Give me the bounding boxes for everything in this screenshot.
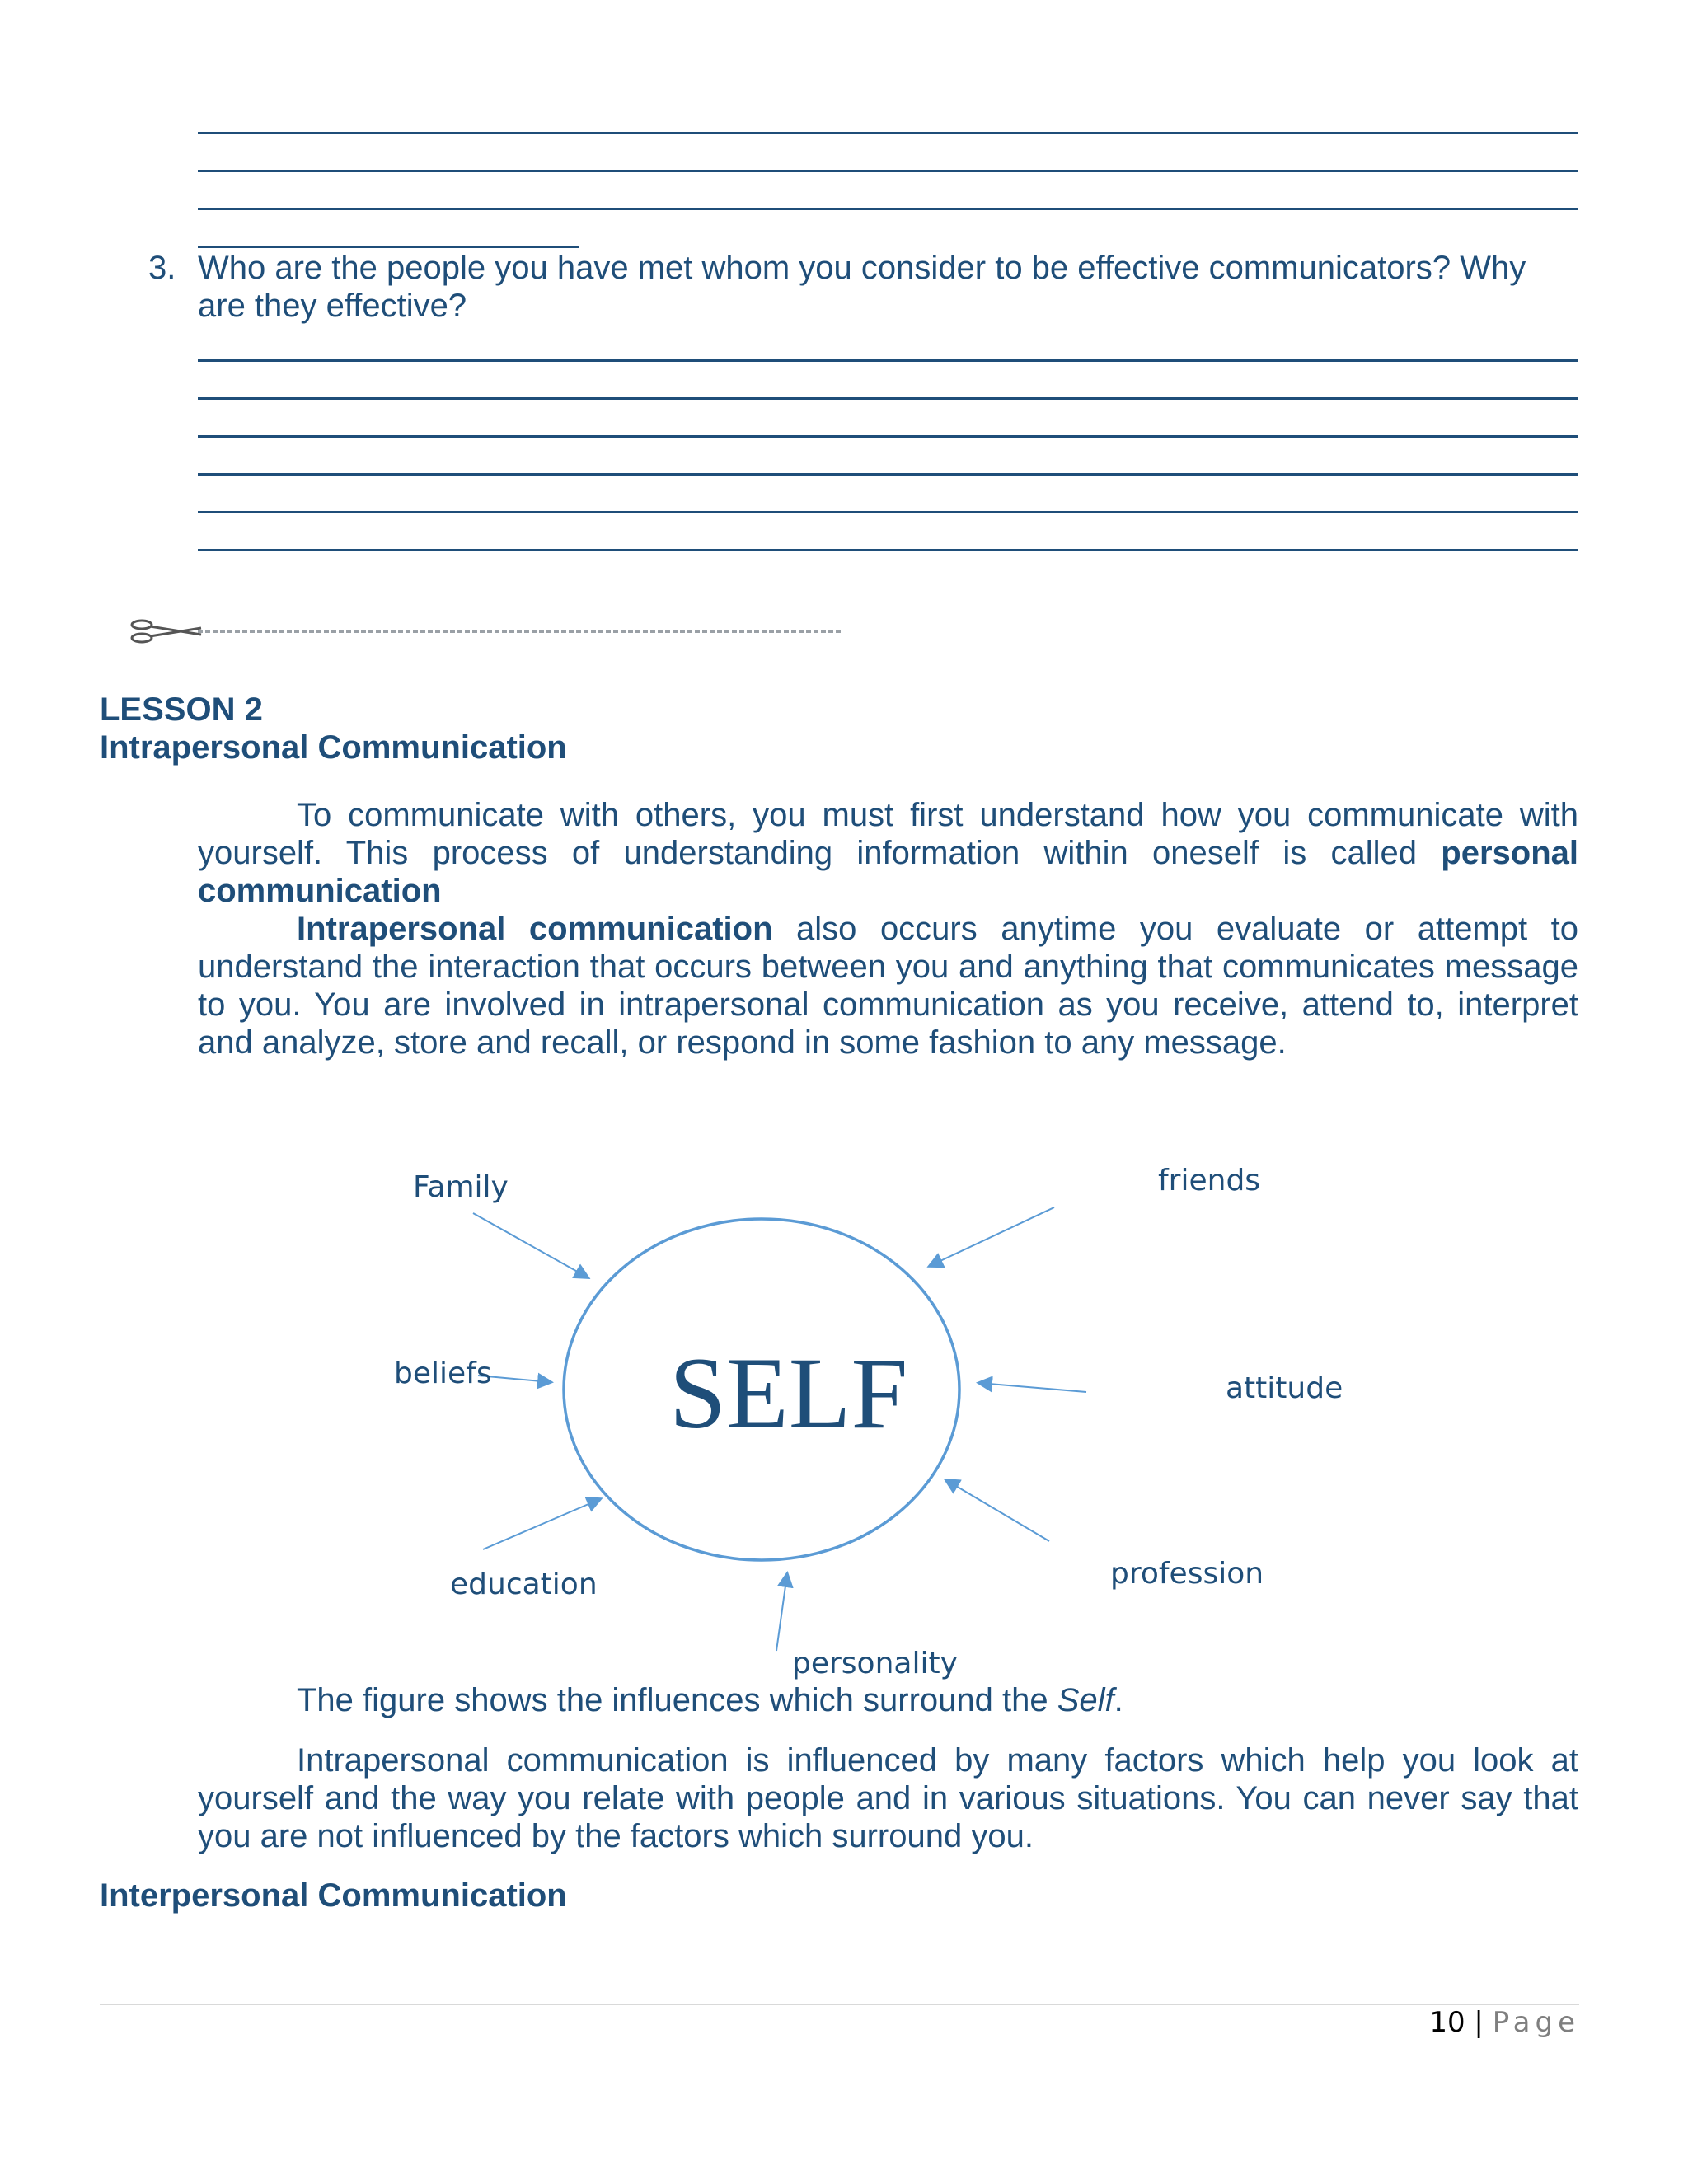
arrow-family [473, 1213, 588, 1277]
caption-end: . [1114, 1682, 1123, 1718]
paragraph-influences: Intrapersonal communication is influenced by many factors which help you look at yourself and the way you relate with people and in various situations. You can never say that you are not influenced by the factors which surround you. [198, 1742, 1578, 1854]
footer-separator: | [1474, 2006, 1484, 2039]
caption-italic: Self [1057, 1682, 1114, 1718]
bold-term: personal communication [198, 835, 1578, 909]
label-beliefs: beliefs [394, 1357, 492, 1390]
caption-text: The figure shows the influences which surround the [297, 1682, 1057, 1718]
section-title: Interpersonal Communication [100, 1877, 567, 1914]
label-personality: personality [792, 1647, 958, 1680]
paragraph-text: To communicate with others, you must first understand how you communicate with yourself. This process of understanding information within oneself is called [198, 797, 1578, 871]
lesson-label: LESSON 2 [100, 691, 263, 728]
label-attitude: attitude [1226, 1371, 1343, 1405]
page-footer [1429, 2006, 1580, 2039]
label-profession: profession [1110, 1557, 1264, 1591]
question-text: Who are the people you have met whom you consider to be effective communicators? Why are they effective? [198, 250, 1526, 324]
arrow-education [483, 1499, 600, 1549]
arrow-attitude [979, 1383, 1086, 1392]
label-friends: friends [1158, 1164, 1261, 1197]
self-label: SELF [669, 1337, 908, 1450]
lesson-title: Intrapersonal Communication [100, 729, 567, 766]
arrow-profession [946, 1480, 1049, 1541]
question-number: 3. [148, 250, 176, 286]
arrow-friends [930, 1207, 1054, 1266]
bold-term: Intrapersonal communication [297, 911, 773, 947]
page-label: Page [1492, 2006, 1580, 2039]
page-number: 10 [1429, 2006, 1465, 2039]
label-family: Family [413, 1170, 509, 1204]
label-education: education [450, 1568, 598, 1601]
footer-divider [100, 2004, 1579, 2005]
figure-caption [297, 1681, 1123, 1719]
arrow-personality [776, 1574, 787, 1651]
paragraph-text: also occurs anytime you evaluate or attempt to understand the interaction that occurs between you and anything that communicates message to you. You are involved in intrapersonal communication as you receive, attend to, interpret and analyze, store and recall, or respond in some fashion to any message. [198, 911, 1578, 1061]
